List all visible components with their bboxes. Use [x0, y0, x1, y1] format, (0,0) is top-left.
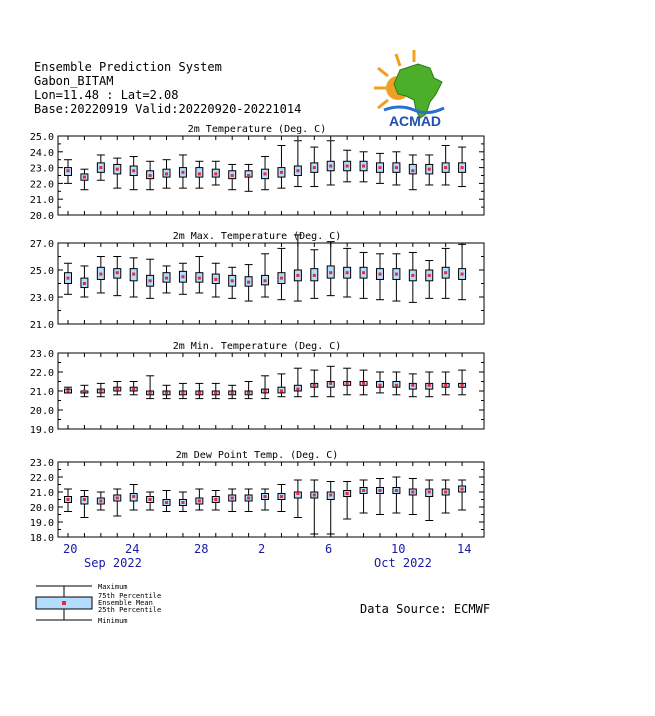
plot-title: 2m Max. Temperature (Deg. C) — [172, 231, 342, 242]
mean-marker — [165, 391, 168, 394]
mean-marker — [181, 275, 184, 278]
mean-marker — [149, 498, 152, 501]
mean-marker — [247, 174, 250, 177]
mean-marker — [83, 390, 86, 393]
mean-marker — [461, 488, 464, 491]
x-tick-label: 28 — [194, 542, 209, 556]
mean-marker — [329, 382, 332, 385]
mean-marker — [181, 501, 184, 504]
mean-marker — [165, 501, 168, 504]
x-tick-label: 20 — [63, 542, 78, 556]
y-tick-label: 23.0 — [29, 293, 54, 304]
mean-marker — [99, 500, 102, 503]
iqr-box — [409, 164, 416, 173]
mean-marker — [132, 273, 135, 276]
y-tick-label: 21.0 — [29, 488, 54, 499]
month-label-sep: Sep 2022 — [84, 556, 142, 570]
y-tick-label: 24.0 — [29, 147, 54, 159]
mean-marker — [395, 273, 398, 276]
mean-marker — [198, 391, 201, 394]
mean-marker — [67, 498, 70, 501]
legend-p75: 75th Percentile — [98, 592, 162, 600]
mean-marker — [83, 282, 86, 285]
mean-marker — [378, 166, 381, 169]
x-tick-label: 14 — [457, 542, 472, 556]
mean-marker — [231, 391, 234, 394]
mean-marker — [132, 495, 135, 498]
mean-marker — [83, 498, 86, 501]
legend-minimum: Minimum — [98, 617, 128, 625]
mean-marker — [329, 165, 332, 168]
y-tick-label: 21.0 — [29, 195, 54, 207]
mean-marker — [116, 497, 119, 500]
mean-marker — [149, 391, 152, 394]
y-tick-label: 19.0 — [29, 425, 54, 436]
mean-marker — [67, 169, 70, 172]
mean-marker — [313, 166, 316, 169]
mean-marker — [198, 500, 201, 503]
plot-frame — [58, 136, 484, 215]
mean-marker — [411, 384, 414, 387]
mean-marker — [116, 168, 119, 171]
plot-title: 2m Temperature (Deg. C) — [187, 124, 327, 135]
legend — [0, 580, 200, 630]
mean-marker — [395, 384, 398, 387]
month-label-oct: Oct 2022 — [374, 556, 432, 570]
x-tick-label: 6 — [325, 542, 333, 556]
mean-marker — [165, 172, 168, 175]
mean-marker — [378, 384, 381, 387]
mean-marker — [264, 495, 267, 498]
mean-marker — [346, 492, 349, 495]
x-tick-label: 10 — [391, 542, 406, 556]
mean-marker — [395, 489, 398, 492]
mean-marker — [214, 498, 217, 501]
mean-marker — [198, 172, 201, 175]
mean-marker — [329, 271, 332, 274]
mean-marker — [411, 169, 414, 172]
logo-text: ACMAD — [388, 113, 442, 128]
plot-title: 2m Dew Point Temp. (Deg. C) — [175, 450, 339, 461]
mean-marker — [99, 390, 102, 393]
x-tick-label: 24 — [125, 542, 140, 556]
mean-marker — [67, 277, 70, 280]
mean-marker — [247, 497, 250, 500]
mean-marker — [296, 492, 299, 495]
y-tick-label: 18.0 — [29, 533, 54, 544]
mean-marker — [313, 494, 316, 497]
mean-marker — [378, 273, 381, 276]
mean-marker — [247, 281, 250, 284]
mean-marker — [264, 279, 267, 282]
y-tick-label: 27.0 — [29, 239, 54, 250]
legend-mean: Ensemble Mean — [98, 599, 153, 607]
y-tick-label: 19.0 — [29, 518, 54, 529]
mean-marker — [444, 384, 447, 387]
mean-marker — [149, 174, 152, 177]
y-tick-label: 25.0 — [29, 266, 54, 277]
mean-marker — [346, 165, 349, 168]
y-tick-label: 25.0 — [29, 132, 54, 143]
mean-marker — [99, 273, 102, 276]
mean-marker — [116, 388, 119, 391]
mean-marker — [280, 495, 283, 498]
mean-marker — [346, 271, 349, 274]
mean-marker — [280, 171, 283, 174]
mean-marker — [214, 172, 217, 175]
mean-marker — [67, 390, 70, 393]
mean-marker — [83, 176, 86, 179]
mean-marker — [264, 390, 267, 393]
header-line-3: Lon=11.48 : Lat=2.08 — [34, 88, 179, 102]
mean-marker — [444, 491, 447, 494]
legend-mean-marker — [62, 601, 66, 605]
y-tick-label: 20.0 — [29, 211, 54, 222]
mean-marker — [280, 390, 283, 393]
y-tick-label: 23.0 — [29, 349, 54, 360]
mean-marker — [231, 497, 234, 500]
y-tick-label: 22.0 — [29, 179, 54, 191]
y-tick-label: 23.0 — [29, 458, 54, 469]
plot-frame — [58, 243, 484, 324]
iqr-box — [196, 168, 203, 177]
mean-marker — [362, 382, 365, 385]
mean-marker — [411, 274, 414, 277]
y-tick-label: 22.0 — [29, 473, 54, 484]
mean-marker — [461, 273, 464, 276]
mean-marker — [214, 391, 217, 394]
mean-marker — [411, 491, 414, 494]
header-line-4: Base:20220919 Valid:20220920-20221014 — [34, 102, 302, 116]
mean-marker — [99, 166, 102, 169]
mean-marker — [296, 388, 299, 391]
mean-marker — [428, 168, 431, 171]
mean-marker — [214, 278, 217, 281]
y-tick-label: 20.0 — [29, 503, 54, 514]
mean-marker — [198, 277, 201, 280]
mean-marker — [231, 174, 234, 177]
mean-marker — [264, 172, 267, 175]
mean-marker — [132, 388, 135, 391]
mean-marker — [165, 277, 168, 280]
mean-marker — [313, 274, 316, 277]
y-tick-label: 21.0 — [29, 320, 54, 331]
mean-marker — [280, 277, 283, 280]
mean-marker — [116, 271, 119, 274]
mean-marker — [461, 166, 464, 169]
mean-marker — [296, 274, 299, 277]
mean-marker — [346, 382, 349, 385]
legend-p25: 25th Percentile — [98, 606, 162, 614]
mean-marker — [231, 279, 234, 282]
mean-marker — [428, 384, 431, 387]
mean-marker — [362, 489, 365, 492]
mean-marker — [428, 274, 431, 277]
y-tick-label: 21.0 — [29, 387, 54, 398]
mean-marker — [428, 491, 431, 494]
y-tick-label: 23.0 — [29, 163, 54, 175]
y-tick-label: 22.0 — [29, 368, 54, 379]
mean-marker — [247, 391, 250, 394]
mean-marker — [444, 271, 447, 274]
plot-frame — [58, 353, 484, 429]
x-tick-label: 2 — [258, 542, 266, 556]
mean-marker — [181, 391, 184, 394]
data-source: Data Source: ECMWF — [360, 602, 491, 616]
header-line-1: Ensemble Prediction System — [34, 60, 222, 74]
mean-marker — [461, 384, 464, 387]
legend-maximum: Maximum — [98, 583, 128, 591]
mean-marker — [362, 271, 365, 274]
mean-marker — [313, 384, 316, 387]
mean-marker — [149, 279, 152, 282]
mean-marker — [444, 166, 447, 169]
mean-marker — [362, 165, 365, 168]
mean-marker — [329, 494, 332, 497]
plot-title: 2m Min. Temperature (Deg. C) — [172, 341, 342, 352]
mean-marker — [395, 166, 398, 169]
mean-marker — [132, 169, 135, 172]
mean-marker — [296, 169, 299, 172]
mean-marker — [181, 171, 184, 174]
y-tick-label: 20.0 — [29, 406, 54, 417]
plot-frame — [58, 462, 484, 537]
header-line-2: Gabon_BITAM — [34, 74, 114, 88]
mean-marker — [378, 489, 381, 492]
